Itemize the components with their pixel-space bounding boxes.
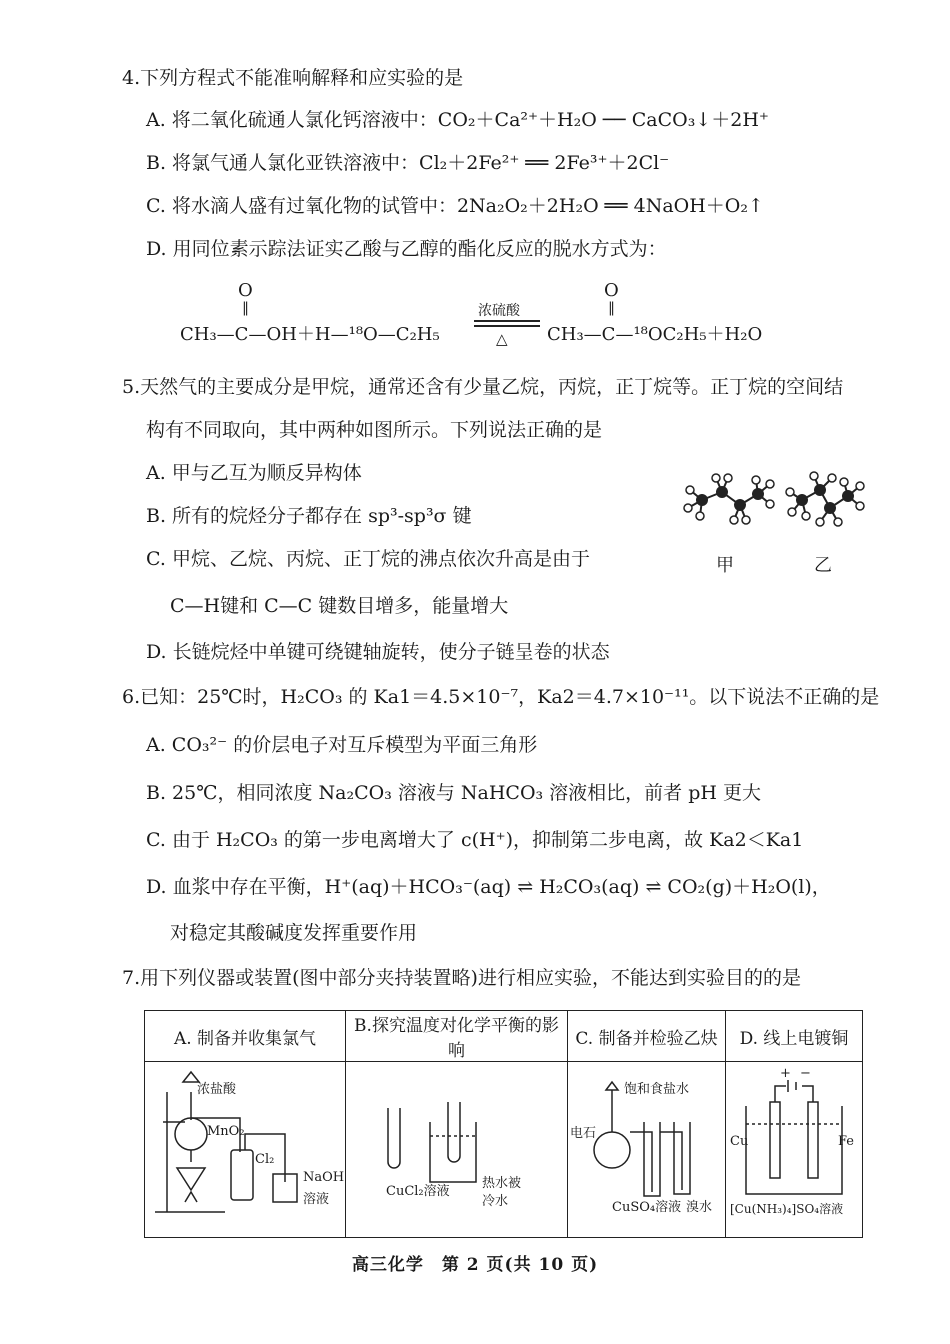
label-calcium-carbide: 电石 [570, 1126, 597, 1141]
label-yi: 乙 [814, 555, 832, 576]
q6-option-b: B. 25℃，相同浓度 Na₂CO₃ 溶液与 NaHCO₃ 溶液相比，前者 pH 更大 [146, 782, 761, 804]
q6-stem: 6.已知：25℃时，H₂CO₃ 的 Ka1＝4.5×10⁻⁷，Ka2＝4.7×10⁻¹¹。以下说法不正确的是 [122, 686, 880, 708]
header-c: C. 制备并检验乙炔 [568, 1011, 726, 1062]
butane-conformer-figure [680, 470, 870, 540]
cell-d [726, 1062, 863, 1238]
label-conc-hcl: 浓盐酸 [197, 1082, 237, 1097]
label-bromine-water: 溴水 [686, 1200, 713, 1215]
q5-option-c: C. 甲烷、乙烷、丙烷、正丁烷的沸点依次升高是由于 [146, 548, 590, 570]
equation-left: CH₃—C—OH＋H—¹⁸O—C₂H₅ [180, 324, 440, 345]
q6-option-d-cont: 对稳定其酸碱度发挥重要作用 [170, 922, 418, 944]
q5-option-a: A. 甲与乙互为顺反异构体 [146, 462, 362, 484]
label-fe: Fe [838, 1134, 855, 1149]
label-jia: 甲 [716, 555, 734, 576]
q6-option-a: A. CO₃²⁻ 的价层电子对互斥模型为平面三角形 [146, 734, 538, 756]
carbonyl-o-right: O [604, 280, 619, 301]
q5-stem-line2: 构有不同取向，其中两种如图所示。下列说法正确的是 [146, 419, 603, 441]
label-hot-water: 热水被 [482, 1176, 522, 1191]
condition-catalyst: 浓硫酸 [478, 303, 520, 319]
q5-option-b: B. 所有的烷烃分子都存在 sp³-sp³σ 键 [146, 505, 472, 527]
q6-option-d: D. 血浆中存在平衡，H⁺(aq)＋HCO₃⁻(aq) ⇌ H₂CO₃(aq) ⇌ CO₂(g)＋H₂O(l)， [146, 876, 831, 898]
label-minus: − [800, 1066, 811, 1081]
header-a: A. 制备并收集氯气 [145, 1011, 346, 1062]
label-plating-solution: [Cu(NH₃)₄]SO₄溶液 [730, 1202, 844, 1216]
q4-option-a: A. 将二氧化硫通人氯化钙溶液中：CO₂＋Ca²⁺＋H₂O ── CaCO₃↓＋2H⁺ [146, 109, 769, 131]
q7-stem: 7.用下列仪器或装置(图中部分夹持装置略)进行相应实验，不能达到实验目的的是 [122, 967, 801, 989]
label-cold-water: 冷水 [482, 1194, 509, 1209]
q5-option-c-cont: C—H键和 C—C 键数目增多，能量增大 [170, 595, 509, 617]
label-brine: 饱和食盐水 [624, 1082, 690, 1097]
q4-option-d: D. 用同位素示踪法证实乙酸与乙醇的酯化反应的脱水方式为： [146, 238, 667, 260]
equation-right: CH₃—C—¹⁸OC₂H₅＋H₂O [547, 324, 763, 345]
header-d: D. 线上电镀铜 [726, 1011, 863, 1062]
header-b: B.探究温度对化学平衡的影响 [346, 1011, 568, 1062]
esterification-equation: O ‖ CH₃—C—OH＋H—¹⁸O—C₂H₅ 浓硫酸 △ O ‖ CH₃—C—¹⁸OC₂H₅＋H₂O [180, 280, 763, 348]
label-mno2: MnO₂ [207, 1124, 245, 1139]
label-solution: 溶液 [303, 1192, 330, 1207]
chlorine-apparatus-figure [145, 1062, 345, 1237]
label-cu: Cu [730, 1134, 749, 1149]
label-naoh: NaOH [303, 1170, 345, 1185]
carbonyl-o-left: O [238, 280, 253, 301]
apparatus-table [144, 1010, 863, 1238]
cell-c [568, 1062, 726, 1238]
cell-a [145, 1062, 346, 1238]
label-cl2: Cl₂ [255, 1152, 275, 1167]
label-cuso4: CuSO₄溶液 [612, 1200, 682, 1215]
condition-heat: △ [496, 330, 508, 348]
q6-option-c: C. 由于 H₂CO₃ 的第一步电离增大了 c(H⁺)，抑制第二步电离，故 Ka2＜Ka1 [146, 829, 804, 851]
page-footer: 高三化学 第 2 页(共 10 页) [351, 1255, 599, 1275]
q5-stem-line1: 5.天然气的主要成分是甲烷，通常还含有少量乙烷，丙烷，正丁烷等。正丁烷的空间结 [122, 376, 844, 398]
cell-b [346, 1062, 568, 1238]
q4-option-b: B. 将氯气通人氯化亚铁溶液中：Cl₂＋2Fe²⁺ ══ 2Fe³⁺＋2Cl⁻ [146, 152, 670, 174]
label-cucl2: CuCl₂溶液 [386, 1184, 450, 1199]
q4-stem: 4.下列方程式不能准响解释和应实验的是 [122, 67, 464, 89]
q5-option-d: D. 长链烷烃中单键可绕键轴旋转，使分子链呈卷的状态 [146, 641, 610, 663]
label-plus: + [780, 1066, 791, 1081]
q4-option-c: C. 将水滴人盛有过氧化物的试管中：2Na₂O₂＋2H₂O ══ 4NaOH＋O₂↑ [146, 195, 764, 217]
equilibrium-temperature-figure [346, 1062, 566, 1237]
